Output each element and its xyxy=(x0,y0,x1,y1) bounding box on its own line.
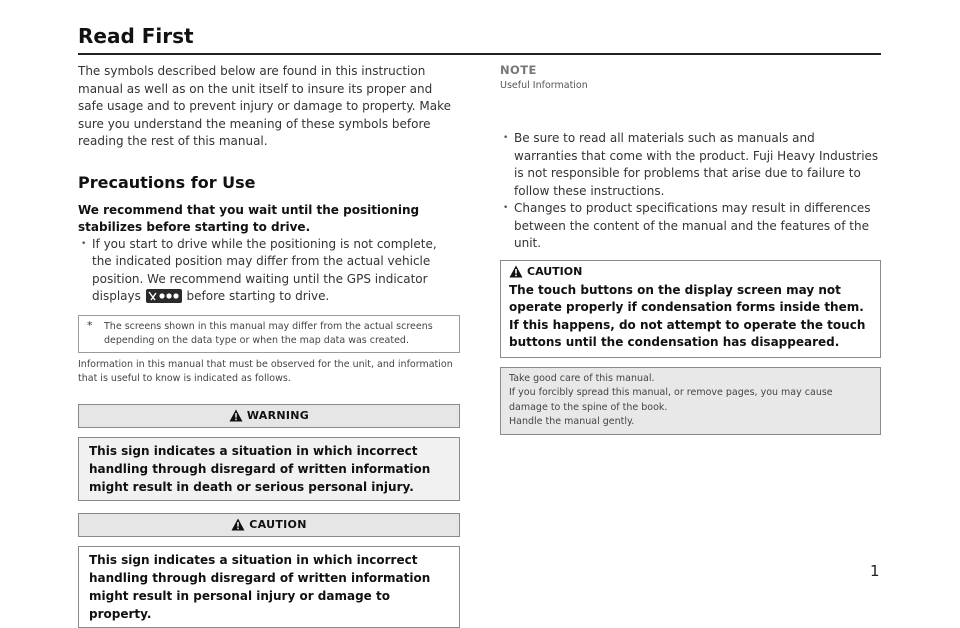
warning-description: This sign indicates a situation in which incorrect handling through disregard of written information might result in death or serious personal injury. xyxy=(78,437,460,501)
notes-bullet: • Changes to product specifications may result in differences between the content of the manual and the features of the unit. xyxy=(500,200,881,253)
warning-triangle-icon xyxy=(229,409,243,422)
care-line: Handle the manual gently. xyxy=(509,416,635,427)
caution-description: This sign indicates a situation in which incorrect handling through disregard of written information might result in personal injury or damage to property. xyxy=(78,546,460,628)
title-rule xyxy=(78,53,881,55)
bullet-text-before-icon: If you start to drive while the positioning is not complete, the indicated position may differ from the actual vehicle position. We recommend waiting until the GPS indicator displays xyxy=(92,236,437,303)
section-heading-precautions: Precautions for Use xyxy=(78,172,256,192)
bullet-text-after-icon: before starting to drive. xyxy=(186,289,330,303)
info-text: Information in this manual that must be observed for the unit, and information that is useful to know is indicated as follows. xyxy=(78,358,453,384)
caution-box-text: The touch buttons on the display screen may not operate properly if condensation forms inside them. If this happens, do not attempt to operate the touch buttons until the condensation has disappeared. xyxy=(509,282,866,349)
warning-label-text: WARNING xyxy=(246,409,310,422)
footnote-text: The screens shown in this manual may differ from the actual screens depending on the data type or when the map data was created. xyxy=(104,320,433,346)
intro-paragraph: The symbols described below are found in this instruction manual as well as on the unit itself to insure its proper and safe usage and to prevent injury or damage to property. Make sure you understand the meaning of these symbols before reading the rest of this manual. xyxy=(78,64,451,148)
caution-label-text: CAUTION xyxy=(249,518,307,531)
gps-indicator-icon xyxy=(146,289,182,303)
right-column xyxy=(500,63,881,435)
left-column xyxy=(78,63,460,628)
page-number: 1 xyxy=(870,562,880,580)
precautions-bullet-list xyxy=(78,236,460,306)
notes-bullet-list xyxy=(500,130,881,253)
page-title: Read First xyxy=(78,24,194,48)
caution-box-header xyxy=(509,265,872,278)
footnote-mark: * xyxy=(87,318,93,332)
caution-box-label: CAUTION xyxy=(527,264,583,278)
note-title: NOTE xyxy=(500,63,537,77)
precautions-subheading: We recommend that you wait until the positioning stabilizes before starting to drive. xyxy=(78,202,420,234)
note-subtitle: Useful Information xyxy=(500,80,588,91)
condensation-caution-box xyxy=(500,260,881,358)
footnote-box xyxy=(78,315,460,353)
caution-triangle-icon xyxy=(509,265,523,278)
caution-label xyxy=(78,513,460,537)
precautions-bullet xyxy=(78,236,460,306)
caution-triangle-icon xyxy=(231,518,245,531)
warning-label xyxy=(78,404,460,428)
care-line: If you forcibly spread this manual, or remove pages, you may cause damage to the spine of the book. xyxy=(509,387,833,413)
care-line: Take good care of this manual. xyxy=(509,372,655,384)
manual-care-box xyxy=(500,367,881,435)
notes-bullet: • Be sure to read all materials such as manuals and warranties that come with the product. Fuji Heavy Industries is not responsible for problems that arise due to failure to follow these instructions. xyxy=(500,130,881,200)
